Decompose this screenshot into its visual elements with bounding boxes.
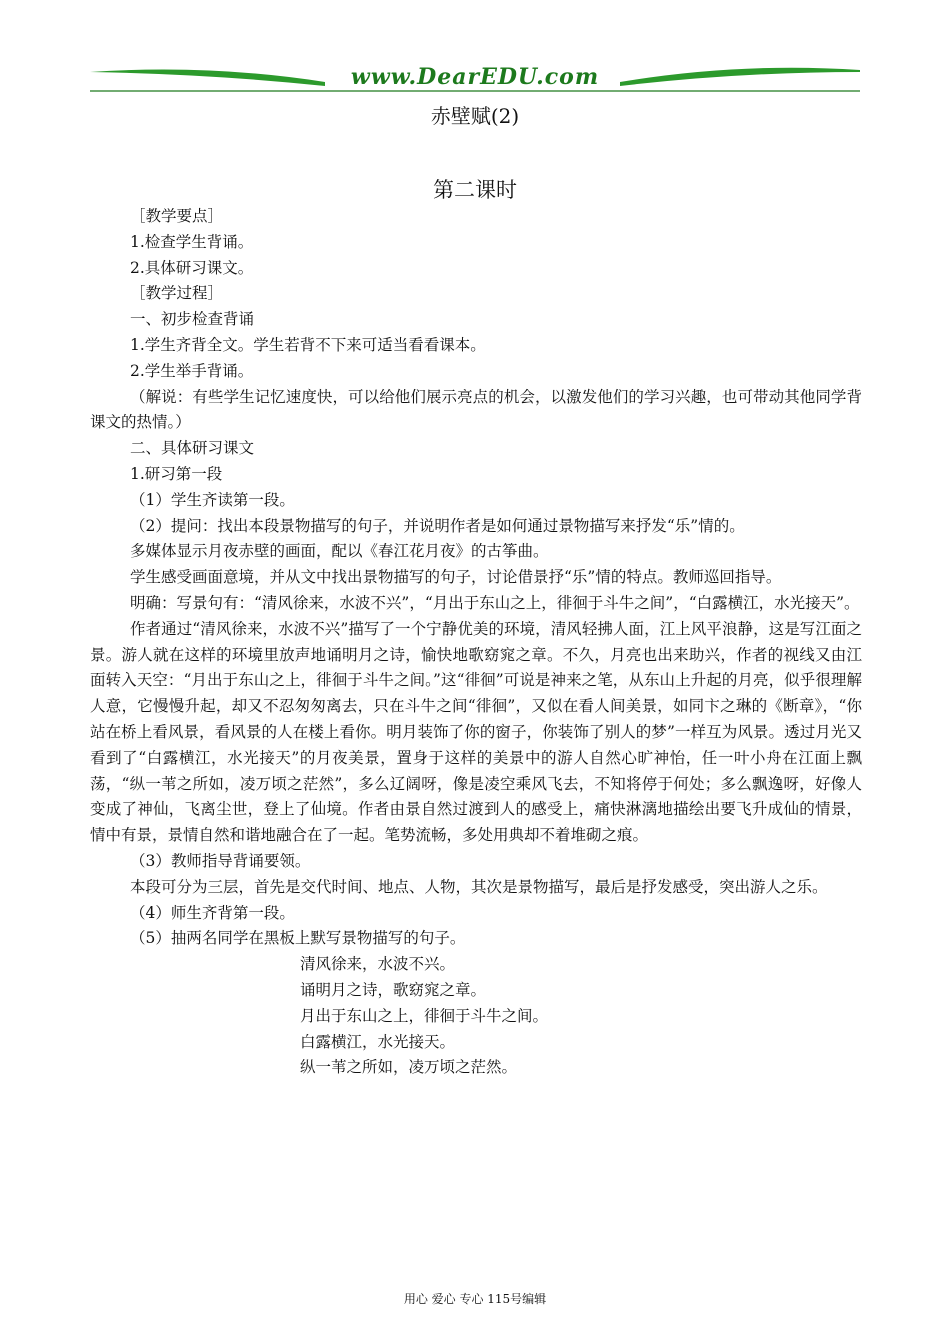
lesson-subtitle: 第二课时 — [433, 178, 517, 202]
paragraph: 本段可分为三层，首先是交代时间、地点、人物，其次是景物描写，最后是抒发感受，突出游人之乐。 — [130, 877, 828, 896]
poem-line: 清风徐来，水波不兴。 — [300, 955, 456, 974]
poem-block — [90, 952, 862, 1081]
poem-line: 诵明月之诗，歌窈窕之章。 — [300, 980, 487, 999]
paragraph: （1）学生齐读第一段。 — [130, 490, 295, 509]
paragraph: 一、初步检查背诵 — [130, 310, 255, 329]
site-header — [90, 60, 860, 96]
paragraph: （3）教师指导背诵要领。 — [130, 851, 311, 870]
paragraph: 二、具体研习课文 — [130, 439, 255, 458]
paragraph: （2）提问：找出本段景物描写的句子，并说明作者是如何通过景物描写来抒发“乐”情的。 — [130, 516, 745, 535]
paragraph: （4）师生齐背第一段。 — [130, 903, 295, 922]
paragraph: 1.学生齐背全文。学生若背不下来可适当看看课本。 — [130, 335, 486, 354]
paragraph: 作者通过“清风徐来，水波不兴”描写了一个宁静优美的环境，清风轻拂人面，江上风平浪静，这是写江面之景。游人就在这样的环境里放声地诵明月之诗，愉快地歌窈窕之章。不久，月亮也出来助兴，作者的视线又由江面转入天空：“月出于东山之上，徘徊于斗牛之间。”这“徘徊”可说是神来之笔，从东山上升起的月亮，似乎很理解人意，它慢慢升起，却又不忍匆匆离去，只在斗牛之间“徘徊”，又似在看人间美景，如同卞之琳的《断章》，“你站在桥上看风景，看风景的人在楼上看你。明月装饰了你的窗子，你装饰了别人的梦”一样互为风景。透过月光又看到了“白露横江，水光接天”的月夜美景，置身于这样的美景中的游人自然心旷神怡，任一叶小舟在江面上飘荡，“纵一苇之所如，凌万顷之茫然”，多么辽阔呀，像是凌空乘风飞去，不知将停于何处；多么飘逸呀，好像人变成了神仙，飞离尘世，登上了仙境。作者由景自然过渡到人的感受上，痛快淋漓地描绘出要飞升成仙的情景，情中有景，景情自然和谐地融合在了一起。笔势流畅，多处用典却不着堆砌之痕。 — [90, 619, 862, 845]
poem-line: 白露横江，水光接天。 — [300, 1032, 456, 1051]
paragraph: 明确：写景句有：“清风徐来，水波不兴”，“月出于东山之上，徘徊于斗牛之间”，“白露横江，水光接天”。 — [130, 593, 860, 612]
poem-line: 纵一苇之所如，凌万顷之茫然。 — [300, 1058, 518, 1077]
document-body — [90, 204, 862, 1081]
paragraph: （解说：有些学生记忆速度快，可以给他们展示亮点的机会，以激发他们的学习兴趣，也可带动其他同学背课文的热情。） — [90, 387, 862, 432]
document-title: 赤壁赋(2) — [430, 104, 520, 128]
poem-line: 月出于东山之上，徘徊于斗牛之间。 — [300, 1006, 549, 1025]
site-logo-text[interactable]: www.DearEDU.com — [350, 64, 600, 90]
section-heading: ［教学要点］ — [130, 207, 224, 225]
paragraph: 1.检查学生背诵。 — [130, 232, 254, 251]
paragraph: 1.研习第一段 — [130, 464, 223, 483]
paragraph: （5）抽两名同学在黑板上默写景物描写的句子。 — [130, 929, 466, 948]
paragraph: 多媒体显示月夜赤壁的画面，配以《春江花月夜》的古筝曲。 — [130, 542, 549, 561]
page-footer: 用心 爱心 专心 115号编辑 — [403, 1292, 547, 1306]
paragraph: 2.具体研习课文。 — [130, 258, 254, 277]
paragraph: 学生感受画面意境，并从文中找出景物描写的句子，讨论借景抒“乐”情的特点。教师巡回指导。 — [130, 568, 782, 587]
paragraph: 2.学生举手背诵。 — [130, 361, 254, 380]
section-heading: ［教学过程］ — [130, 284, 224, 303]
